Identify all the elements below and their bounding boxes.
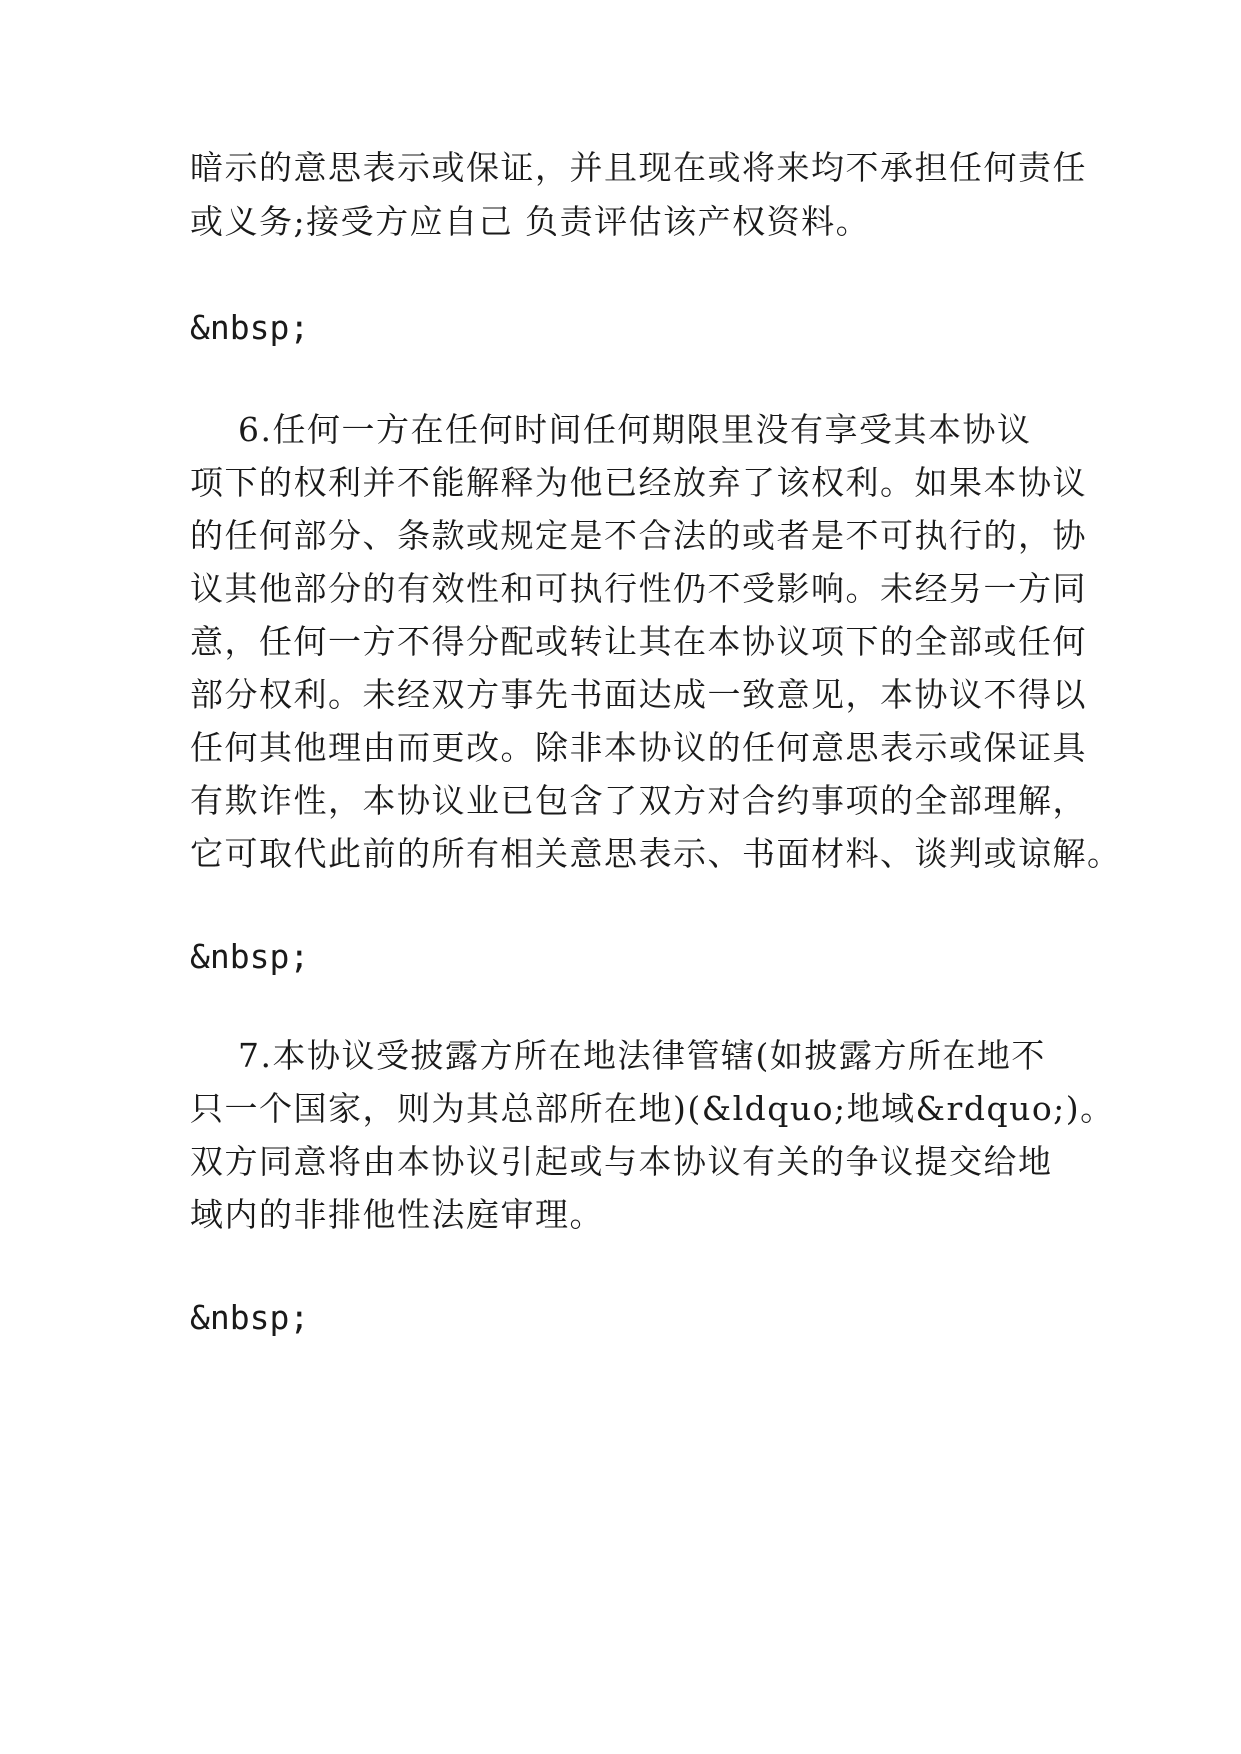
paragraph-line: 双方同意将由本协议引起或与本协议有关的争议提交给地 bbox=[190, 1142, 1053, 1181]
paragraph-line: 它可取代此前的所有相关意思表示、书面材料、谈判或谅解。 bbox=[190, 834, 1122, 873]
paragraph-line: 意，任何一方不得分配或转让其在本协议项下的全部或任何 bbox=[190, 622, 1087, 661]
nbsp-spacer: &nbsp; bbox=[190, 937, 310, 976]
paragraph-line: 任何其他理由而更改。除非本协议的任何意思表示或保证具 bbox=[190, 728, 1087, 767]
paragraph-line: 有欺诈性，本协议业已包含了双方对合约事项的全部理解， bbox=[190, 781, 1087, 820]
paragraph-line: 项下的权利并不能解释为他已经放弃了该权利。如果本协议 bbox=[190, 463, 1087, 502]
paragraph-line: 暗示的意思表示或保证，并且现在或将来均不承担任何责任 bbox=[190, 148, 1087, 187]
paragraph-line: 议其他部分的有效性和可执行性仍不受影响。未经另一方同 bbox=[190, 569, 1087, 608]
paragraph-line: 或义务;接受方应自己 负责评估该产权资料。 bbox=[190, 202, 871, 241]
paragraph-line: 6.任何一方在任何时间任何期限里没有享受其本协议 bbox=[190, 410, 1032, 449]
paragraph-line: 7.本协议受披露方所在地法律管辖(如披露方所在地不 bbox=[190, 1036, 1046, 1075]
paragraph-line: 只一个国家，则为其总部所在地)(&ldquo;地域&rdquo;)。 bbox=[190, 1089, 1115, 1128]
nbsp-spacer: &nbsp; bbox=[190, 1298, 310, 1337]
paragraph-line: 域内的非排他性法庭审理。 bbox=[190, 1195, 604, 1234]
paragraph-line: 的任何部分、条款或规定是不合法的或者是不可执行的，协 bbox=[190, 516, 1087, 555]
nbsp-spacer: &nbsp; bbox=[190, 308, 310, 347]
paragraph-line: 部分权利。未经双方事先书面达成一致意见，本协议不得以 bbox=[190, 675, 1087, 714]
